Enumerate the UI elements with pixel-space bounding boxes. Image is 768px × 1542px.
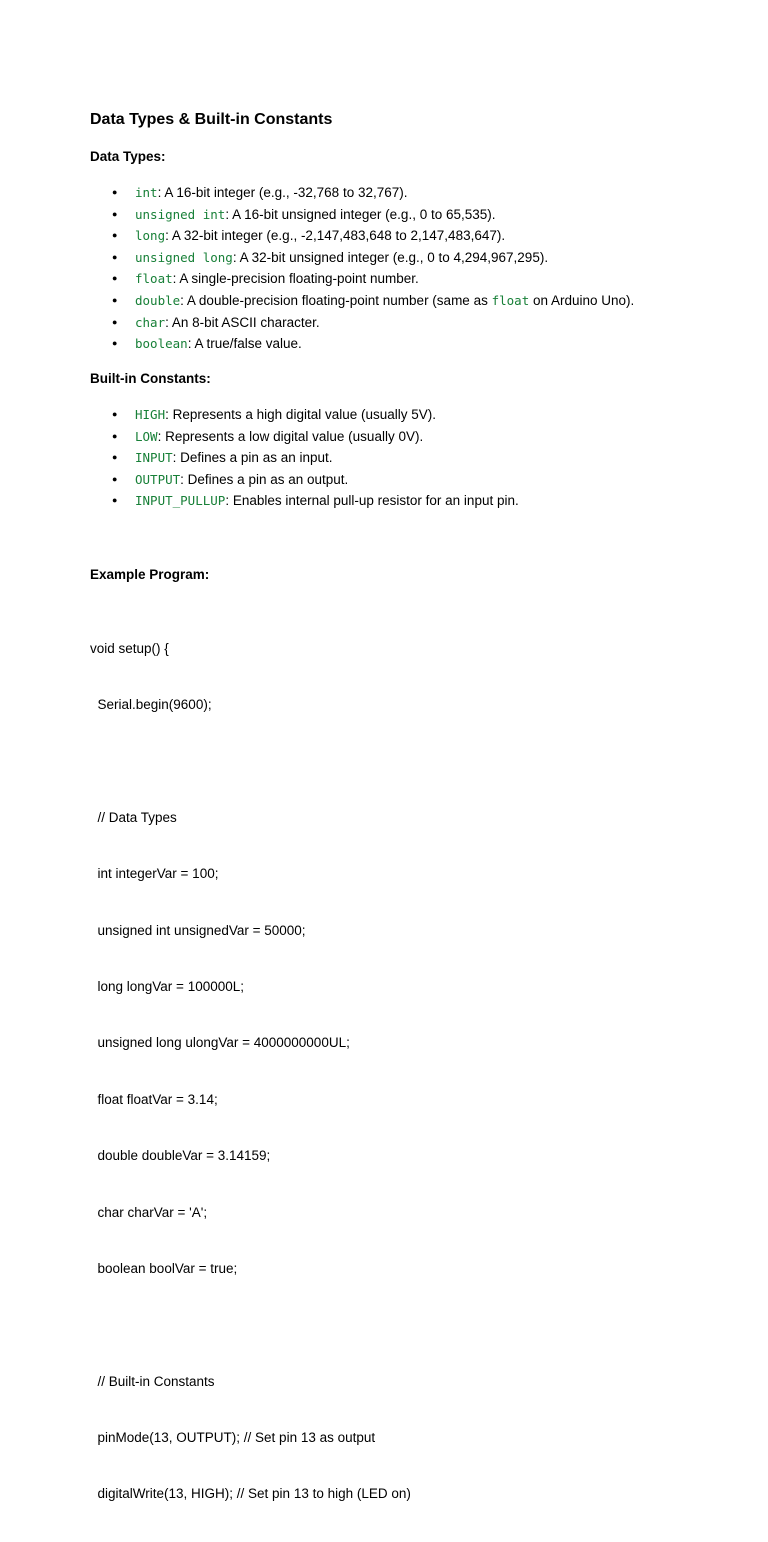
code-line: float floatVar = 3.14; [90, 1091, 218, 1107]
item-description: : A true/false value. [187, 336, 302, 352]
code-line: unsigned int unsignedVar = 50000; [90, 922, 306, 938]
item-description: : A 32-bit integer (e.g., -2,147,483,648 to 2,147,483,647). [165, 228, 506, 244]
code-line: pinMode(13, OUTPUT); // Set pin 13 as output [90, 1430, 376, 1446]
code-term: INPUT_PULLUP [135, 493, 226, 509]
constants-heading: Built-in Constants: [90, 371, 211, 386]
code-line: void setup() { [90, 640, 169, 656]
code-term: unsigned long [135, 249, 233, 265]
data-types-heading: Data Types: [90, 149, 166, 164]
list-item [90, 247, 634, 269]
item-description: : Represents a high digital value (usually 5V). [165, 407, 437, 422]
code-term: LOW [135, 428, 158, 444]
list-item [90, 225, 634, 247]
code-line [90, 1316, 411, 1335]
data-types-list [90, 182, 634, 355]
code-line: // Data Types [90, 809, 177, 825]
code-line: unsigned long ulongVar = 4000000000UL; [90, 1035, 350, 1051]
list-item [90, 333, 634, 355]
code-term: INPUT [135, 450, 173, 466]
item-description: : Enables internal pull-up resistor for an input pin. [225, 493, 519, 509]
item-description: : A 16-bit integer (e.g., -32,768 to 32,767). [157, 185, 408, 200]
list-item [90, 182, 634, 204]
list-item [90, 312, 634, 334]
code-line: // Built-in Constants [90, 1373, 215, 1389]
code-term: char [135, 314, 166, 330]
example-code-block [90, 602, 411, 1542]
item-description: : Represents a low digital value (usually 0V). [157, 428, 424, 444]
list-item [90, 290, 634, 312]
code-term: double [135, 292, 181, 308]
code-line: long longVar = 100000L; [90, 978, 244, 994]
list-item [90, 426, 519, 448]
code-line: double doubleVar = 3.14159; [90, 1148, 271, 1164]
page-title: Data Types & Built-in Constants [90, 111, 333, 128]
code-term: unsigned int [135, 206, 226, 222]
list-item [90, 268, 634, 290]
item-description: : Defines a pin as an input. [172, 450, 333, 466]
code-line: Serial.begin(9600); [90, 696, 212, 712]
code-term: float [491, 292, 530, 308]
code-line: int integerVar = 100; [90, 866, 219, 882]
code-term: int [135, 185, 158, 200]
code-term: HIGH [135, 407, 166, 422]
example-heading: Example Program: [90, 567, 210, 582]
code-line: char charVar = 'A'; [90, 1204, 208, 1220]
code-term: OUTPUT [135, 471, 181, 487]
code-line: digitalWrite(13, HIGH); // Set pin 13 to high (LED on) [90, 1486, 411, 1502]
constants-list [90, 404, 519, 512]
item-description: : Defines a pin as an output. [180, 471, 349, 487]
code-term: long [135, 228, 166, 244]
item-description: on Arduino Uno). [529, 292, 635, 308]
item-description: : A 32-bit unsigned integer (e.g., 0 to 4,294,967,295). [232, 249, 549, 265]
list-item [90, 469, 519, 491]
list-item [90, 447, 519, 469]
item-description: : A 16-bit unsigned integer (e.g., 0 to 65,535). [225, 206, 496, 222]
code-term: boolean [135, 336, 188, 352]
item-description: : An 8-bit ASCII character. [165, 314, 320, 330]
code-line: boolean boolVar = true; [90, 1260, 238, 1276]
code-line [90, 752, 411, 771]
list-item [90, 204, 634, 226]
item-description: : A double-precision floating-point number (same as [180, 292, 492, 308]
item-description: : A single-precision floating-point number. [172, 271, 419, 287]
list-item [90, 490, 519, 512]
code-term: float [135, 271, 173, 287]
list-item [90, 404, 519, 426]
